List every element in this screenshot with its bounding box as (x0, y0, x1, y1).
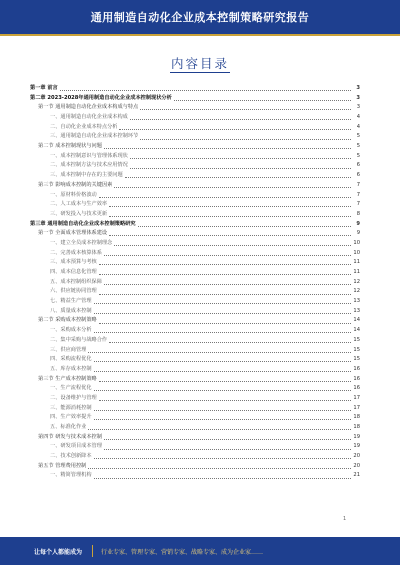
toc-subsection-entry[interactable] (30, 326, 360, 336)
toc-entry-page: 19 (353, 443, 360, 450)
toc-entry-page: 18 (353, 424, 360, 431)
toc-subsection-entry[interactable] (30, 297, 360, 307)
toc-subsection-entry[interactable] (30, 268, 360, 278)
toc-leader-dots (94, 313, 351, 314)
toc-entry-label: 二、设备维护与管理 (50, 394, 97, 401)
toc-entry-label: 六、供应链协同管理 (50, 288, 97, 295)
toc-chapter-entry[interactable] (30, 220, 360, 230)
toc-entry-page: 8 (356, 210, 360, 217)
toc-leader-dots (94, 419, 351, 420)
toc-leader-dots (114, 187, 351, 188)
toc-entry-page: 21 (353, 472, 360, 479)
toc-subsection-entry[interactable] (30, 442, 360, 452)
toc-entry-page: 4 (356, 123, 360, 130)
toc-chapter-entry[interactable] (30, 94, 360, 104)
toc-subsection-entry[interactable] (30, 200, 360, 210)
toc-leader-dots (140, 139, 351, 140)
toc-leader-dots (99, 381, 351, 382)
toc-entry-label: 第一节 通用制造自动化企业成本构成与特点 (38, 104, 139, 111)
toc-entry-page: 3 (356, 94, 360, 101)
toc-entry-label: 第二章 2023-2028年通用制造自动化企业成本控制现状分析 (30, 94, 172, 101)
header-accent-line (0, 34, 400, 36)
toc-subsection-entry[interactable] (30, 355, 360, 365)
toc-entry-label: 四、成本信息化管理 (50, 269, 97, 276)
toc-leader-dots (94, 410, 351, 411)
toc-leader-dots (109, 216, 351, 217)
toc-entry-page: 15 (353, 346, 360, 353)
toc-entry-page: 10 (353, 239, 360, 246)
toc-section-entry[interactable] (30, 181, 360, 191)
toc-subsection-entry[interactable] (30, 346, 360, 356)
toc-subsection-entry[interactable] (30, 162, 360, 172)
toc-entry-label: 三、成本控制中存在的主要问题 (50, 172, 123, 179)
toc-entry-page: 11 (353, 269, 360, 276)
toc-subsection-entry[interactable] (30, 113, 360, 123)
toc-leader-dots (99, 197, 351, 198)
page-number: 1 (343, 516, 347, 522)
toc-entry-label: 第一章 前言 (30, 84, 58, 91)
toc-entry-page: 15 (353, 356, 360, 363)
toc-entry-page: 13 (353, 298, 360, 305)
toc-subsection-entry[interactable] (30, 191, 360, 201)
toc-entry-label: 第二节 成本控制现状与问题 (38, 143, 102, 150)
toc-entry-page: 3 (356, 84, 360, 91)
toc-entry-label: 一、生产流程优化 (50, 385, 92, 392)
toc-entry-page: 12 (353, 288, 360, 295)
toc-entry-page: 17 (353, 404, 360, 411)
toc-leader-dots (94, 332, 351, 333)
toc-leader-dots (99, 274, 351, 275)
toc-section-entry[interactable] (30, 433, 360, 443)
toc-entry-page: 14 (353, 317, 360, 324)
toc-entry-label: 五、库存成本控制 (50, 365, 92, 372)
toc-entry-page: 4 (356, 114, 360, 121)
toc-entry-label: 二、集中采购与战略合作 (50, 336, 108, 343)
toc-entry-page: 7 (356, 181, 360, 188)
toc-entry-page: 16 (353, 375, 360, 382)
toc-subsection-entry[interactable] (30, 171, 360, 181)
toc-subsection-entry[interactable] (30, 472, 360, 482)
footer-divider (92, 545, 93, 557)
toc-subsection-entry[interactable] (30, 365, 360, 375)
toc-subsection-entry[interactable] (30, 394, 360, 404)
toc-entry-page: 15 (353, 336, 360, 343)
toc-entry-label: 一、成本控制意识与管理体系现状 (50, 152, 128, 159)
toc-entry-page: 16 (353, 365, 360, 372)
toc-entry-page: 14 (353, 327, 360, 334)
toc-leader-dots (99, 400, 351, 401)
toc-subsection-entry[interactable] (30, 413, 360, 423)
toc-entry-page: 10 (353, 249, 360, 256)
toc-leader-dots (94, 458, 351, 459)
toc-subsection-entry[interactable] (30, 239, 360, 249)
toc-subsection-entry[interactable] (30, 336, 360, 346)
toc-entry-page: 16 (353, 385, 360, 392)
toc-entry-page: 13 (353, 307, 360, 314)
toc-entry-label: 八、质量成本控制 (50, 307, 92, 314)
toc-leader-dots (130, 158, 351, 159)
toc-entry-label: 五、成本控制组织保障 (50, 278, 102, 285)
toc-entry-label: 四、采购流程优化 (50, 356, 92, 363)
toc-section-entry[interactable] (30, 229, 360, 239)
toc-leader-dots (130, 119, 351, 120)
toc-section-entry[interactable] (30, 103, 360, 113)
toc-entry-page: 7 (356, 201, 360, 208)
toc-entry-label: 第四节 研发与技术成本控制 (38, 433, 102, 440)
toc-entry-page: 5 (356, 152, 360, 159)
toc-subsection-entry[interactable] (30, 249, 360, 259)
toc-entry-page: 11 (353, 259, 360, 266)
toc-entry-label: 三、研发投入与技术更新 (50, 210, 108, 217)
toc-subsection-entry[interactable] (30, 384, 360, 394)
toc-leader-dots (109, 342, 351, 343)
toc-leader-dots (94, 390, 351, 391)
toc-leader-dots (99, 264, 351, 265)
toc-entry-label: 第三节 生产成本控制策略 (38, 375, 97, 382)
toc-entry-page: 9 (356, 220, 360, 227)
toc-title: 内容目录 (170, 56, 229, 71)
toc-leader-dots (119, 129, 351, 130)
toc-leader-dots (125, 177, 351, 178)
toc-entry-label: 二、完善成本核算体系 (50, 249, 102, 256)
toc-entry-label: 二、成本控制方法与技术应用情况 (50, 162, 128, 169)
toc-chapter-entry[interactable] (30, 84, 360, 94)
toc-subsection-entry[interactable] (30, 152, 360, 162)
toc-entry-label: 三、能源消耗控制 (50, 404, 92, 411)
toc-entry-label: 二、自动化企业成本特点分析 (50, 123, 118, 130)
toc-entry-label: 一、研发项目成本管理 (50, 443, 102, 450)
toc-leader-dots (88, 352, 351, 353)
table-of-contents (30, 84, 360, 481)
toc-leader-dots (104, 284, 351, 285)
toc-entry-label: 三、成本预算与考核 (50, 259, 97, 266)
toc-entry-page: 20 (353, 453, 360, 460)
toc-subsection-entry[interactable] (30, 210, 360, 220)
toc-entry-label: 第一节 全面成本管理体系建设 (38, 230, 108, 237)
toc-leader-dots (104, 449, 351, 450)
toc-entry-label: 二、技术创新降本 (50, 453, 92, 460)
toc-entry-page: 19 (353, 433, 360, 440)
toc-subsection-entry[interactable] (30, 258, 360, 268)
toc-subsection-entry[interactable] (30, 307, 360, 317)
toc-leader-dots (174, 100, 351, 101)
toc-subsection-entry[interactable] (30, 123, 360, 133)
toc-entry-label: 五、标准化作业 (50, 424, 87, 431)
toc-leader-dots (104, 255, 351, 256)
toc-entry-label: 一、精简管理机构 (50, 472, 92, 479)
toc-entry-label: 第三节 影响成本控制的关键因素 (38, 181, 113, 188)
toc-leader-dots (99, 294, 351, 295)
toc-entry-page: 5 (356, 133, 360, 140)
toc-entry-label: 四、生产效率提升 (50, 414, 92, 421)
toc-subsection-entry[interactable] (30, 404, 360, 414)
toc-entry-page: 5 (356, 143, 360, 150)
toc-entry-label: 一、采购成本分析 (50, 327, 92, 334)
toc-leader-dots (114, 245, 351, 246)
toc-entry-label: 第二节 采购成本控制策略 (38, 317, 97, 324)
toc-entry-label: 七、精益生产管理 (50, 298, 92, 305)
toc-leader-dots (94, 371, 351, 372)
toc-entry-page: 9 (356, 230, 360, 237)
footer-slogan-right: 行业专家、管理专家、营销专家、战略专家、成为企业家…… (101, 548, 264, 556)
toc-entry-page: 3 (356, 104, 360, 111)
toc-title-underline (170, 72, 230, 73)
toc-leader-dots (60, 90, 351, 91)
toc-subsection-entry[interactable] (30, 287, 360, 297)
toc-leader-dots (130, 168, 351, 169)
toc-section-entry[interactable] (30, 462, 360, 472)
toc-subsection-entry[interactable] (30, 423, 360, 433)
toc-entry-label: 第三章 通用制造自动化企业成本控制策略研究 (30, 220, 136, 227)
toc-entry-page: 12 (353, 278, 360, 285)
toc-entry-label: 三、通用制造自动化企业成本控制环节 (50, 133, 139, 140)
toc-subsection-entry[interactable] (30, 132, 360, 142)
toc-leader-dots (140, 109, 351, 110)
toc-leader-dots (94, 303, 351, 304)
toc-entry-page: 20 (353, 462, 360, 469)
toc-entry-label: 一、通用制造自动化企业成本构成 (50, 114, 128, 121)
report-header (0, 0, 400, 34)
report-title: 通用制造自动化企业成本控制策略研究报告 (90, 11, 310, 24)
toc-entry-page: 17 (353, 394, 360, 401)
toc-entry-page: 7 (356, 191, 360, 198)
toc-section-entry[interactable] (30, 375, 360, 385)
toc-section-entry[interactable] (30, 317, 360, 327)
toc-leader-dots (104, 148, 351, 149)
report-footer (0, 537, 400, 565)
toc-entry-label: 二、人工成本与生产效率 (50, 201, 108, 208)
toc-leader-dots (109, 206, 351, 207)
toc-entry-page: 6 (356, 162, 360, 169)
footer-slogan-left: 让每个人都能成为 (34, 548, 83, 556)
toc-entry-label: 三、供应商管理 (50, 346, 87, 353)
toc-leader-dots (88, 468, 351, 469)
toc-entry-page: 18 (353, 414, 360, 421)
toc-leader-dots (138, 226, 351, 227)
toc-leader-dots (94, 478, 351, 479)
toc-leader-dots (94, 361, 351, 362)
toc-leader-dots (109, 235, 351, 236)
toc-leader-dots (104, 439, 351, 440)
toc-entry-label: 一、原材料价格波动 (50, 191, 97, 198)
toc-entry-label: 一、建立全员成本控制理念 (50, 239, 113, 246)
toc-leader-dots (88, 429, 351, 430)
toc-subsection-entry[interactable] (30, 452, 360, 462)
toc-section-entry[interactable] (30, 142, 360, 152)
toc-leader-dots (99, 323, 351, 324)
toc-entry-page: 6 (356, 172, 360, 179)
toc-subsection-entry[interactable] (30, 278, 360, 288)
toc-entry-label: 第五节 管理费用控制 (38, 462, 87, 469)
